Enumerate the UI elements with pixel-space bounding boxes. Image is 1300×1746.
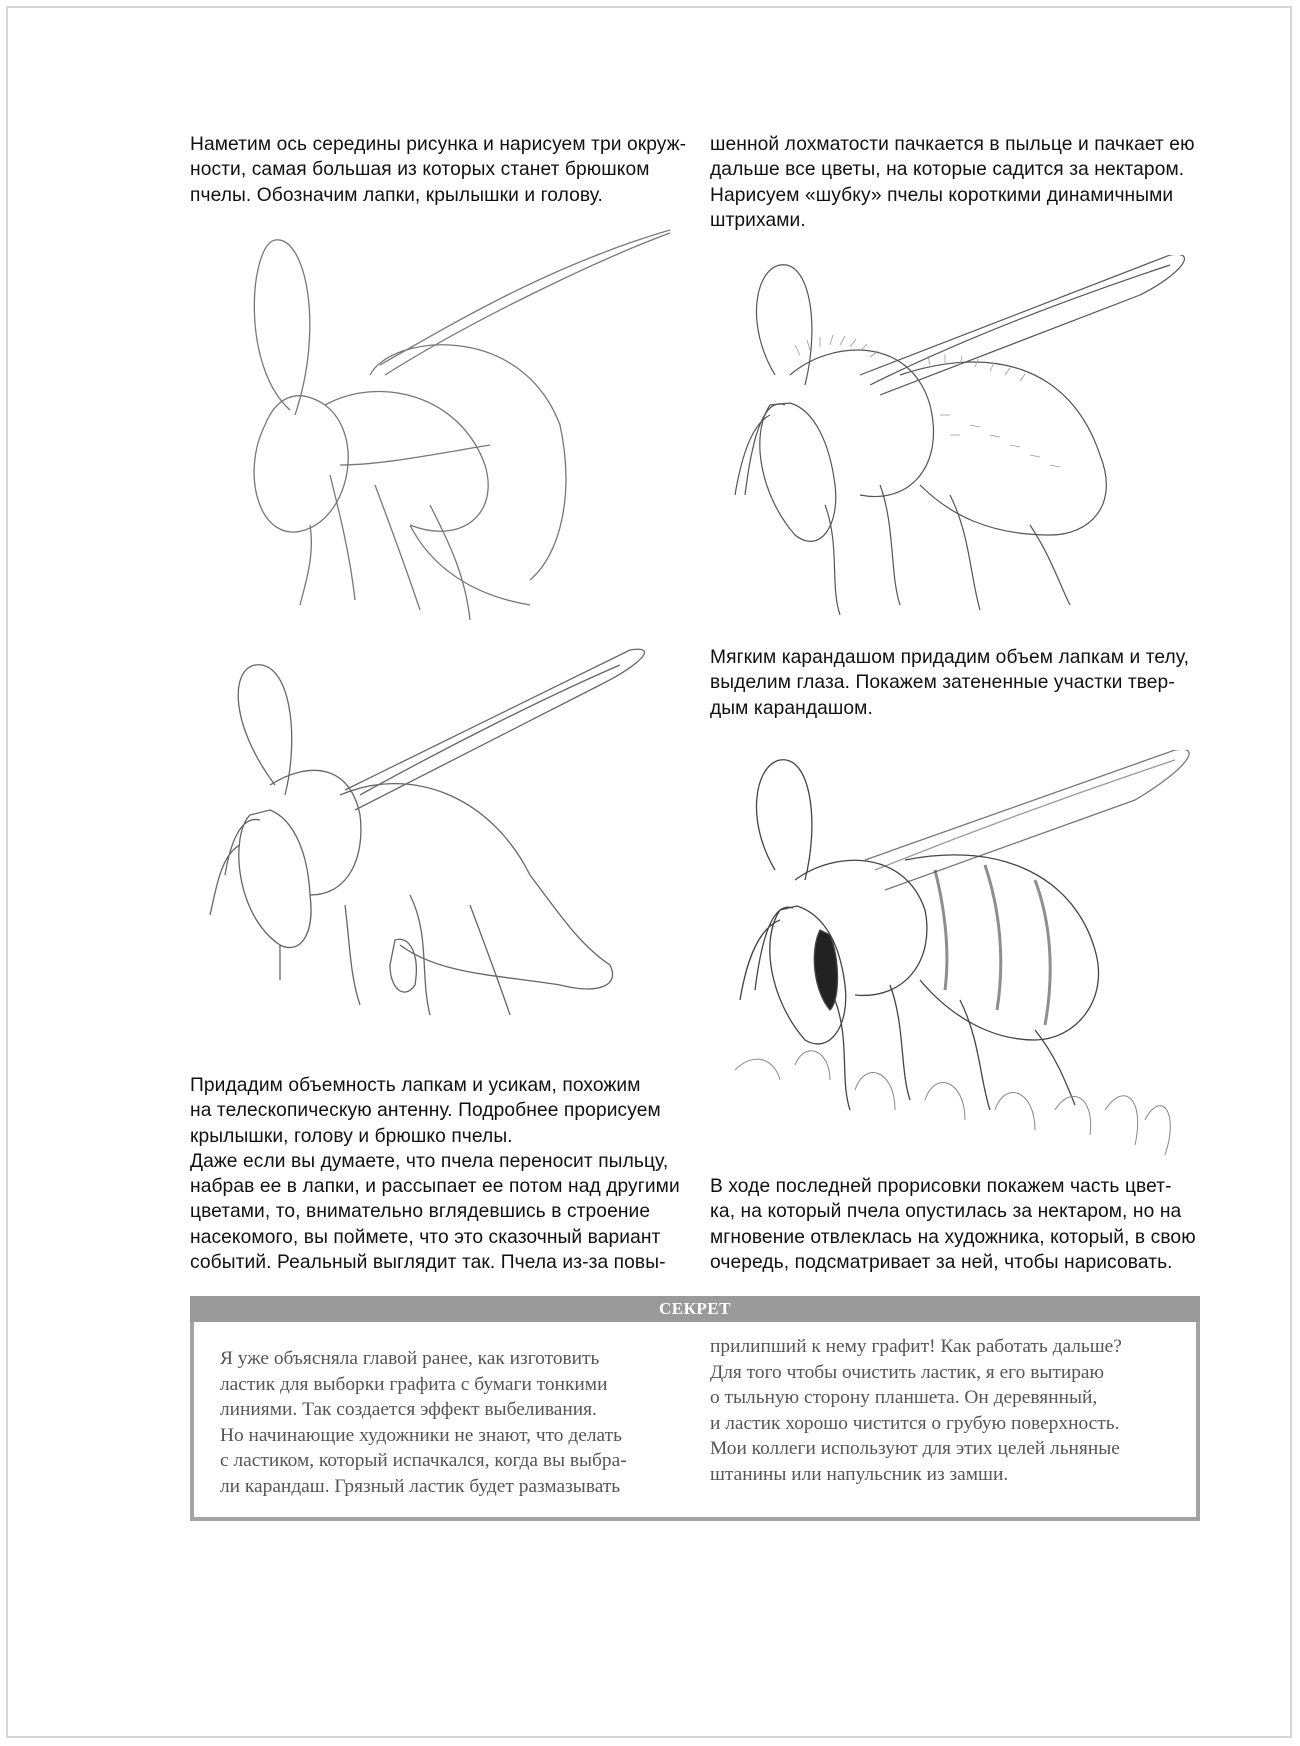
bee-sketch-final xyxy=(735,750,1205,1170)
secret-tip-title: СЕКРЕТ xyxy=(190,1296,1200,1322)
bee-sketch-fur xyxy=(730,255,1200,635)
paragraph-step-3-continued: шенной лохматости пачкается в пыльце и пачкает ею дальше все цветы, на которые садится за нектаром. Нарисуем «шубку» пчелы короткими динамичными штрихами. xyxy=(710,134,1195,231)
paragraph-step-1: Наметим ось середины рисунка и нарисуем три окруж- ности, самая большая из которых станет брюшком пчелы. Обозначим лапки, крылышки и голову. xyxy=(190,134,687,206)
secret-tip-box xyxy=(190,1296,1200,1521)
bee-sketch-construction xyxy=(230,225,680,625)
bee-sketch-outline xyxy=(200,645,660,1035)
paragraph-step-4: Мягким карандашом придадим объем лапкам и телу, выделим глаза. Покажем затененные участки твер- дым карандашом. xyxy=(710,647,1189,719)
secret-tip-text-left: Я уже объясняла главой ранее, как изготовить ластик для выборки графита с бумаги тонкими линиями. Так создается эффект выбеливания. Но начинающие художники не знают, что делать с ластиком, который испачкался, когда вы выбра- ли карандаш. Грязный ластик будет размазывать xyxy=(220,1348,627,1497)
paragraph-step-2: Придадим объемность лапкам и усикам, похожим на телескопическую антенну. Подробнее прорисуем крылышки, голову и брюшко пчелы. Даже если вы думаете, что пчела переносит пыльцу, набрав ее в лапки, и рассыпает ее потом над другими цветами, то, внимательно вглядевшись в строение насекомого, вы поймете, что это сказочный вариант событий. Реальный выглядит так. Пчела из-за повы- xyxy=(190,1075,680,1274)
paragraph-step-5: В ходе последней прорисовки покажем часть цвет- ка, на который пчела опустилась за нектаром, но на мгновение отвлеклась на художника, который, в свою очередь, подсматривает за ней, чтобы нарисовать. xyxy=(710,1176,1196,1273)
secret-tip-text-right: прилипший к нему графит! Как работать дальше? Для того чтобы очистить ластик, я его вытираю о тыльную сторону планшета. Он деревянный, и ластик хорошо чистится о грубую поверхность. Мои коллеги используют для этих целей льняные штанины или напульсник из замши. xyxy=(710,1336,1122,1485)
